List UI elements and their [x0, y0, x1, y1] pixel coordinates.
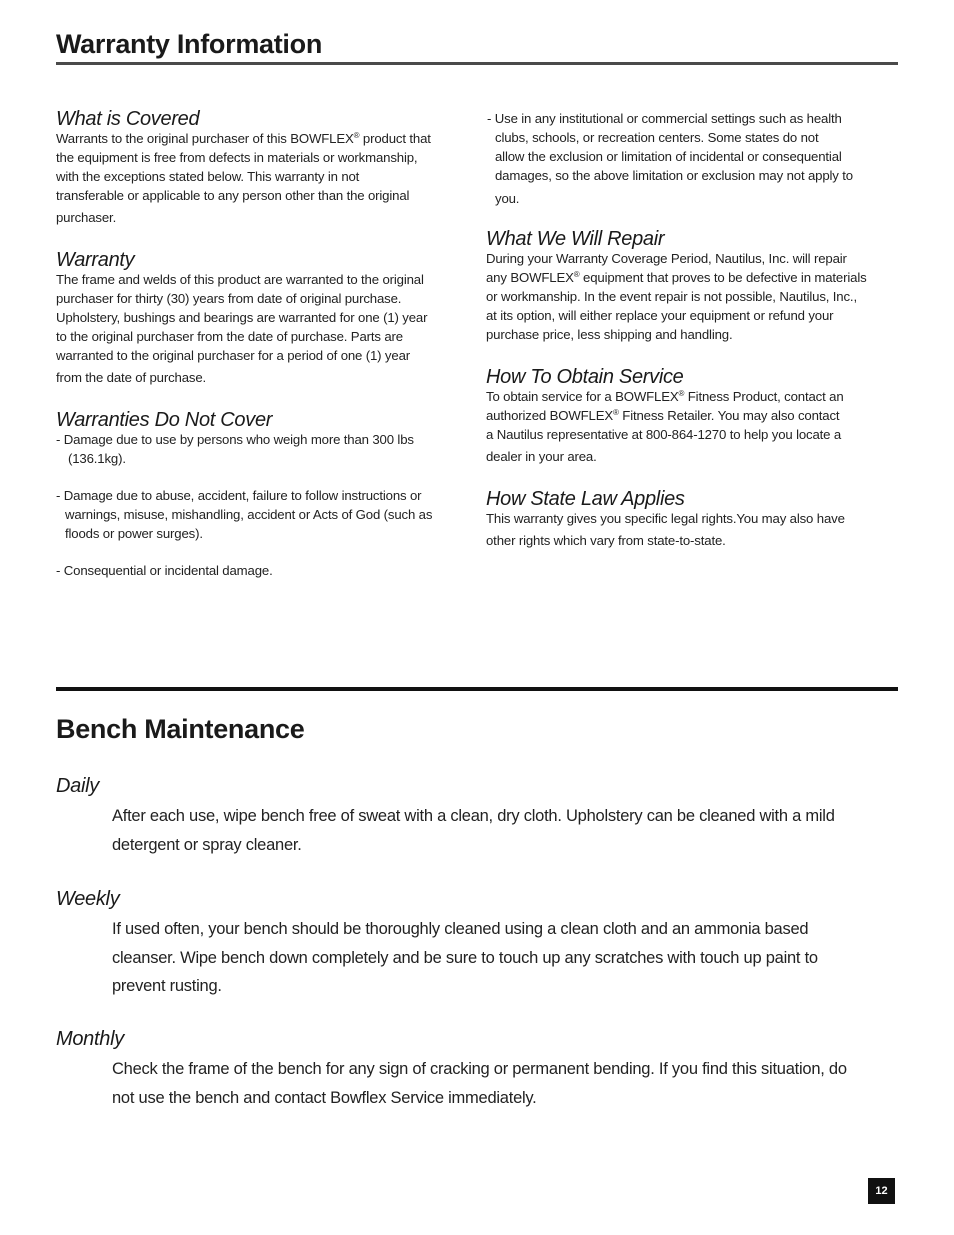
not-cover-item: - Use in any institutional or commercial settings such as health	[487, 111, 842, 126]
daily-text	[112, 802, 835, 859]
monthly-heading: Monthly	[56, 1028, 124, 1050]
not-cover-list	[56, 430, 476, 580]
not-cover-item: - Consequential or incidental damage.	[56, 563, 273, 578]
what-is-covered-heading: What is Covered	[56, 108, 200, 130]
warranty-line: purchaser for thirty (30) years from date of original purchase.	[56, 291, 402, 306]
repair-heading: What We Will Repair	[486, 228, 665, 250]
service-line: a Nautilus representative at 800-864-1270 to help you locate a	[486, 427, 842, 442]
state-law-heading: How State Law Applies	[486, 488, 685, 510]
warranty-line: The frame and welds of this product are warranted to the original	[56, 272, 424, 287]
weekly-heading: Weekly	[56, 888, 120, 910]
maintenance-title: Bench Maintenance	[56, 714, 305, 744]
left-column	[56, 108, 476, 580]
covered-line: Warrants to the original purchaser of this BOWFLEX® product that	[56, 131, 431, 146]
monthly-text	[112, 1055, 847, 1112]
not-cover-heading: Warranties Do Not Cover	[56, 409, 273, 431]
not-cover-item: warnings, misuse, mishandling, accident or Acts of God (such as	[65, 507, 433, 522]
service-line: dealer in your area.	[486, 449, 597, 464]
daily-line: After each use, wipe bench free of sweat with a clean, dry cloth. Upholstery can be cleaned with a mild	[112, 807, 835, 825]
not-cover-item: (136.1kg).	[68, 451, 126, 466]
right-column	[486, 109, 898, 550]
what-is-covered-text	[56, 129, 476, 227]
not-cover-item: clubs, schools, or recreation centers. Some states do not	[495, 130, 819, 145]
maintenance-rule	[56, 687, 898, 691]
not-cover-item: allow the exclusion or limitation of incidental or consequential	[495, 149, 842, 164]
warranty-text	[56, 270, 476, 387]
not-cover-item: - Damage due to use by persons who weigh more than 300 lbs	[56, 432, 414, 447]
repair-line: or workmanship. In the event repair is not possible, Nautilus, Inc.,	[486, 289, 857, 304]
warranty-heading: Warranty	[56, 249, 135, 271]
not-cover-item: floods or power surges).	[65, 526, 203, 541]
daily-line: detergent or spray cleaner.	[112, 835, 302, 854]
page-number: 12	[868, 1178, 895, 1204]
not-cover-item: you.	[495, 191, 520, 206]
warranty-line: to the original purchaser from the date of purchase. Parts are	[56, 329, 403, 344]
not-cover-continued	[486, 109, 898, 208]
service-line: To obtain service for a BOWFLEX® Fitness Product, contact an	[486, 389, 844, 404]
weekly-text	[112, 915, 818, 1001]
monthly-line: Check the frame of the bench for any sign of cracking or permanent bending. If you find this situation, do	[112, 1060, 847, 1078]
state-law-line: This warranty gives you specific legal rights.You may also have	[486, 511, 845, 526]
warranty-title-rule	[56, 62, 898, 65]
repair-text	[486, 249, 898, 344]
covered-line: with the exceptions stated below. This warranty in not	[56, 169, 360, 184]
not-cover-item: - Damage due to abuse, accident, failure to follow instructions or	[56, 488, 422, 503]
monthly-line: not use the bench and contact Bowflex Service immediately.	[112, 1088, 537, 1107]
warranty-title: Warranty Information	[56, 29, 323, 59]
covered-line: transferable or applicable to any person other than the original	[56, 188, 410, 203]
warranty-line: warranted to the original purchaser for a period of one (1) year	[56, 348, 410, 363]
repair-line: at its option, will either replace your equipment or refund your	[486, 308, 834, 323]
daily-heading: Daily	[56, 775, 99, 797]
warranty-line: Upholstery, bushings and bearings are warranted for one (1) year	[56, 310, 428, 325]
weekly-line: If used often, your bench should be thoroughly cleaned using a clean cloth and an ammonia based	[112, 920, 809, 938]
repair-line: purchase price, less shipping and handling.	[486, 327, 733, 342]
warranty-line: from the date of purchase.	[56, 370, 207, 385]
service-text	[486, 387, 898, 466]
covered-line: purchaser.	[56, 210, 117, 225]
service-heading: How To Obtain Service	[486, 366, 684, 388]
weekly-line: prevent rusting.	[112, 977, 222, 995]
weekly-line: cleanser. Wipe bench down completely and be sure to touch up any scratches with touch up paint to	[112, 948, 818, 967]
covered-line: the equipment is free from defects in materials or workmanship,	[56, 150, 418, 165]
state-law-text	[486, 509, 898, 550]
repair-line: any BOWFLEX® equipment that proves to be defective in materials	[486, 270, 867, 285]
repair-line: During your Warranty Coverage Period, Nautilus, Inc. will repair	[486, 251, 847, 266]
service-line: authorized BOWFLEX® Fitness Retailer. You may also contact	[486, 408, 840, 423]
not-cover-item: damages, so the above limitation or exclusion may not apply to	[495, 168, 853, 183]
state-law-line: other rights which vary from state-to-state.	[486, 533, 726, 548]
